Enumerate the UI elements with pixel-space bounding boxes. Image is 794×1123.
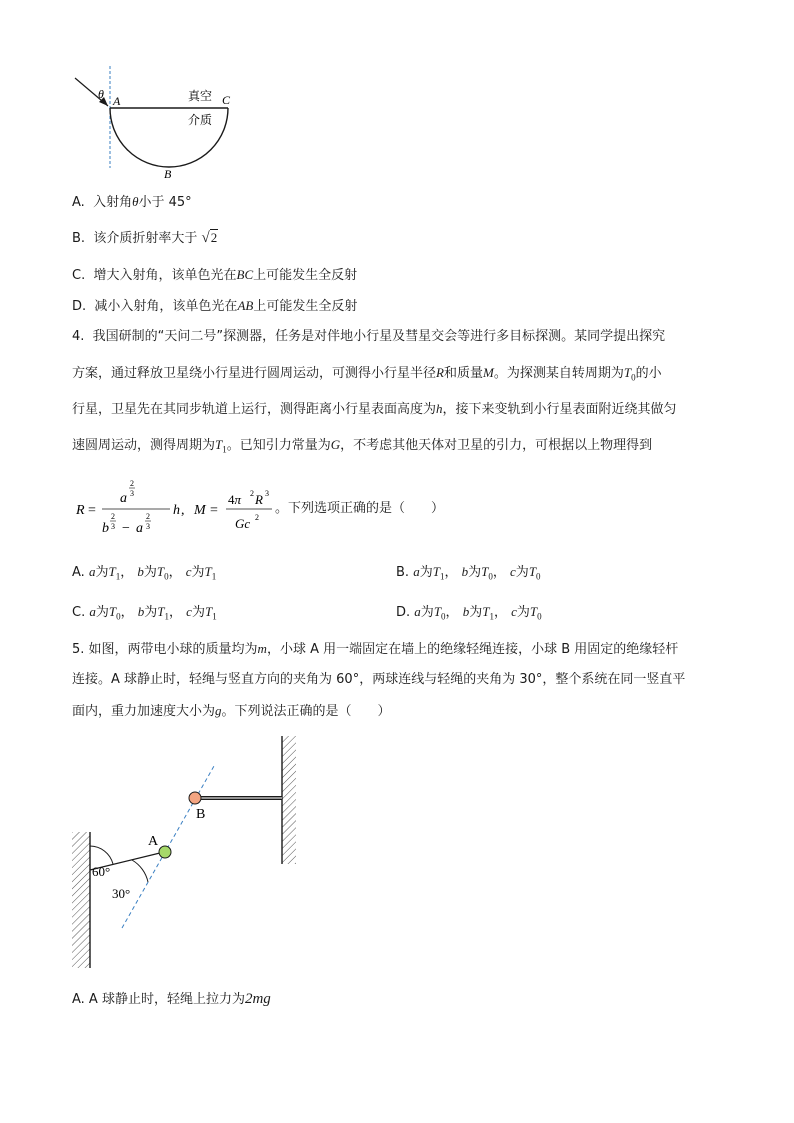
charged-balls-figure	[66, 732, 306, 974]
vacuum-label: 真空	[188, 89, 213, 103]
svg-text:h: h	[173, 503, 180, 518]
q4-line-2: 方案，通过释放卫星绕小行星进行圆周运动，可测得小行星半径R和质量M。为探测某自转周期为$T_0$的小	[72, 365, 662, 383]
medium-label: 介质	[188, 113, 213, 127]
q4-line-4: 速圆周运动，测得周期为$T_1$。已知引力常量为G，不考虑其他天体对卫星的引力，可根据以上物理得到	[72, 437, 653, 455]
q4-option-a: A. a为$T_1$， b为$T_0$， c为$T_1$	[72, 564, 217, 582]
svg-text:3: 3	[146, 522, 150, 531]
svg-text:R: R	[76, 503, 85, 518]
point-B-label: B	[164, 167, 172, 181]
svg-text:,: ,	[181, 503, 185, 518]
svg-text:3: 3	[265, 489, 269, 498]
svg-text:a: a	[136, 521, 143, 536]
svg-text:=: =	[210, 503, 218, 518]
ball-B	[189, 792, 201, 804]
right-wall-hatch	[282, 736, 296, 864]
q3-option-b: B. 该介质折射率大于 √2	[72, 230, 218, 246]
left-wall-hatch	[72, 832, 90, 968]
svg-text:=: =	[88, 503, 96, 518]
q5-line-1: 5. 如图，两带电小球的质量均为m，小球 A 用一端固定在墙上的绝缘轻绳连接，小球 B 用固定的绝缘轻杆	[72, 641, 679, 657]
ball-A-label: A	[148, 834, 159, 849]
angle-30-label: 30°	[112, 886, 131, 901]
semicircle-figure	[70, 64, 250, 184]
svg-text:Gc: Gc	[235, 516, 251, 531]
svg-text:2: 2	[146, 512, 150, 521]
q3-option-d: D. 减小入射角，该单色光在AB上可能发生全反射	[72, 298, 358, 314]
svg-text:a: a	[120, 491, 127, 506]
svg-text:3: 3	[130, 489, 134, 498]
svg-text:M: M	[194, 503, 206, 518]
angle-60-arc	[90, 846, 113, 864]
svg-text:4π: 4π	[228, 492, 242, 507]
q4-line-1: 4. 我国研制的“天问二号”探测器，任务是对伴地小行星及彗星交会等进行多目标探测。某同学提出探究	[72, 329, 666, 344]
q4-option-d: D. a为$T_0$， b为$T_1$， c为$T_0$	[396, 604, 542, 622]
angle-30-arc	[132, 860, 148, 882]
point-C-label: C	[222, 93, 231, 107]
svg-text:2: 2	[255, 513, 259, 522]
ball-B-label: B	[196, 807, 206, 822]
q3-option-a: A. 入射角θ小于 45°	[72, 194, 192, 210]
q5-option-a: A. A 球静止时，轻绳上拉力为2mg	[72, 991, 271, 1007]
angle-60-label: 60°	[92, 864, 111, 879]
svg-text:−: −	[122, 521, 130, 536]
q4-question-prompt: 。下列选项正确的是（ ）	[275, 501, 445, 516]
svg-text:b: b	[102, 521, 109, 536]
svg-text:2: 2	[250, 489, 254, 498]
theta-label: θ	[98, 87, 104, 101]
svg-text:2: 2	[130, 479, 134, 488]
svg-text:3: 3	[111, 522, 115, 531]
q4-option-c: C. a为$T_0$， b为$T_1$， c为$T_1$	[72, 604, 217, 622]
svg-text:2: 2	[111, 512, 115, 521]
q5-line-2: 连接。A 球静止时，轻绳与竖直方向的夹角为 60°，两球连线与轻绳的夹角为 30°，整个系统在同一竖直平	[72, 672, 686, 687]
q4-option-b: B. a为$T_1$， b为$T_0$， c为$T_0$	[396, 564, 541, 582]
ball-A	[159, 846, 171, 858]
q5-line-3: 面内，重力加速度大小为g。下列说法正确的是（ ）	[72, 703, 391, 719]
q4-line-3: 行星，卫星先在其同步轨道上运行，测得距离小行星表面高度为h，接下来变轨到小行星表面附近绕其做匀	[72, 401, 677, 417]
point-A-label: A	[113, 94, 121, 108]
q3-option-c: C. 增大入射角，该单色光在BC上可能发生全反射	[72, 267, 358, 283]
svg-text:R: R	[255, 492, 263, 507]
